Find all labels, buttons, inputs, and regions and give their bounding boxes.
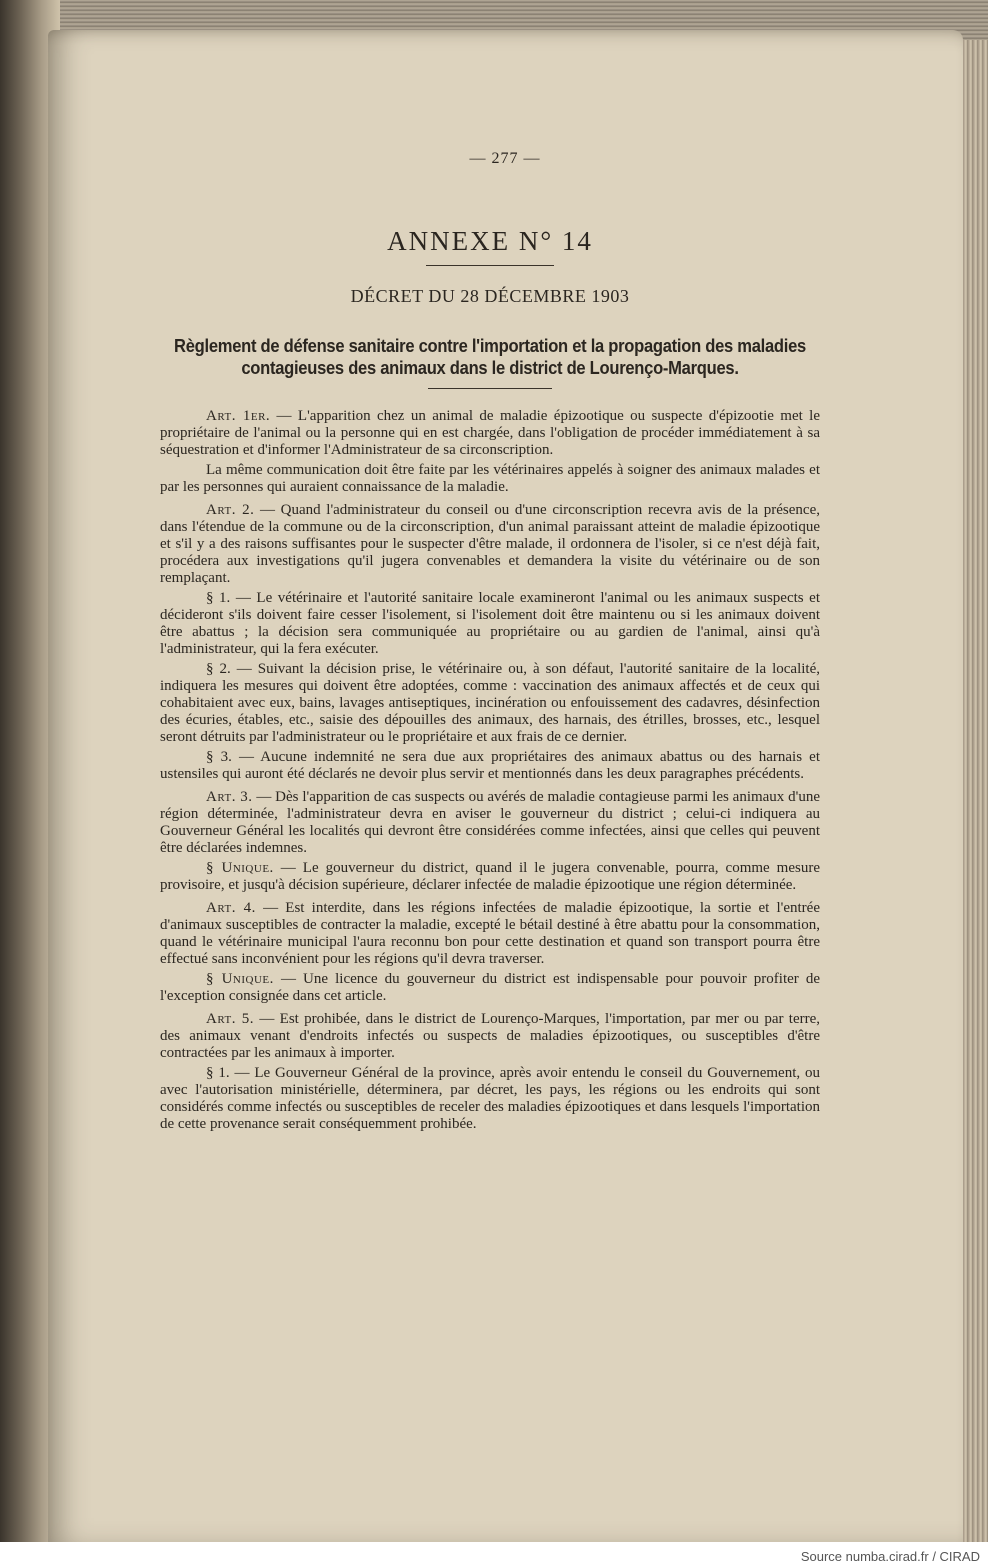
article-label: Art. 4. bbox=[206, 900, 256, 916]
decree-body bbox=[160, 408, 820, 1133]
regulation-title: Règlement de défense sanitaire contre l'importation et la propagation des maladies contagieuses des animaux dans le district de Lourenço-Marques. bbox=[174, 336, 806, 378]
article-label: Art. 3. bbox=[206, 789, 253, 805]
paragraph-text: — L'apparition chez un animal de maladie épizootique ou suspecte d'épizootie met le propriétaire de l'animal ou la personne qui en est chargée, dans l'obligation de procéder immédiatement à sa séquestration et d'informer l'Administrateur de sa circonscription. bbox=[160, 408, 820, 458]
article-label: Art. 2. bbox=[206, 502, 255, 518]
article-label: Art. 1er. bbox=[206, 408, 271, 424]
paragraph-text: — Une licence du gouverneur du district est indispensable pour pouvoir profiter de l'exception consignée dans cet article. bbox=[160, 971, 821, 1004]
article-label: § Unique. bbox=[206, 971, 274, 987]
source-credit: Source numba.cirad.fr / CIRAD bbox=[800, 1549, 980, 1564]
paragraph-art-2-s2 bbox=[160, 661, 820, 746]
title-divider bbox=[426, 265, 554, 266]
article-label: § Unique. bbox=[206, 860, 274, 876]
paragraph-art-4-unique bbox=[160, 971, 820, 1005]
paragraph-art-3-unique bbox=[160, 860, 820, 894]
paragraph-art-5 bbox=[160, 1011, 820, 1062]
paragraph-text: — Est prohibée, dans le district de Lourenço-Marques, l'importation, par mer ou par terre, des animaux venant d'endroits infectés ou suspects de maladies épizootiques, ou susceptibles d'être contractées par les animaux à importer. bbox=[160, 1011, 821, 1061]
paragraph-text: — Quand l'administrateur du conseil ou d'une circonscription recevra avis de la présence, dans l'étendue de la commune ou de la circonscription, d'un animal paraissant atteint de maladie épizootique et s'il y a des raisons suffisantes pour le suspecter d'être malade, il ordonnera de l'isoler, si ce n'est déjà fait, procédera aux investigations qu'il jugera convenables et demandera la visite du vétérinaire ou de son remplaçant. bbox=[160, 502, 820, 586]
paragraph-text: — Est interdite, dans les régions infectées de maladie épizootique, la sortie et l'entrée d'animaux susceptibles de contracter la maladie, excepté le bétail destiné à être abattu pour la consommation, quand le vétérinaire municipal l'aura reconnu bon pour cette destination et quand son transport pourra être effectué sans inconvénient pour les régions qu'il devra traverser. bbox=[160, 900, 820, 967]
annexe-title: ANNEXE N° 14 bbox=[387, 226, 593, 256]
paragraph-text: § 2. — Suivant la décision prise, le vétérinaire ou, à son défaut, l'autorité sanitaire de la localité, indiquera les mesures qui doivent être adoptées, comme : vaccination des animaux affectés et de ceux qui cohabitaient avec eux, bains, lavages antiseptiques, incinération ou enfouissement des cadavres, désinfection des écuries, étables, etc., saisie des dépouilles des animaux, des harnais, des étrilles, brosses, etc., lesquel seront détruits par l'administrateur ou le propriétaire et aux frais de ce dernier. bbox=[160, 661, 820, 745]
paragraph-text: § 1. — Le Gouverneur Général de la province, après avoir entendu le conseil du Gouvernement, ou avec l'autorisation ministérielle, déterminera, par décret, les pays, les régions ou les endroits qui sont considérés comme infectés ou susceptibles de receler des maladies épizootiques et dans lesquels l'importation de cette provenance serait conséquemment prohibée. bbox=[160, 1065, 820, 1132]
page-number: — 277 — bbox=[469, 150, 541, 167]
paragraph-text: § 3. — Aucune indemnité ne sera due aux propriétaires des animaux abattus ou des harnais et ustensiles qui auront été déclarés ne devoir plus servir et mentionnés dans les deux paragraphes précédents. bbox=[160, 749, 820, 782]
paragraph-art-1-continued bbox=[160, 462, 820, 496]
paragraph-art-4 bbox=[160, 900, 820, 968]
paragraph-art-1 bbox=[160, 408, 820, 459]
paragraph-text: § 1. — Le vétérinaire et l'autorité sanitaire locale examineront l'animal ou les animaux suspects et décideront s'ils doivent faire cesser l'isolement, si l'isolement doit être maintenu ou si les animaux doivent être abattus ; la décision sera communiquée au propriétaire ou au gardien de l'animal, ainsi qu'à l'administrateur, qui la fera exécuter. bbox=[160, 590, 820, 657]
paragraph-art-2-s3 bbox=[160, 749, 820, 783]
page-content bbox=[160, 150, 820, 1136]
paragraph-text: La même communication doit être faite par les vétérinaires appelés à soigner des animaux malades et par les personnes qui auraient connaissance de la maladie. bbox=[160, 462, 820, 495]
paragraph-art-3 bbox=[160, 789, 820, 857]
decree-title: DÉCRET DU 28 DÉCEMBRE 1903 bbox=[350, 286, 630, 306]
paragraph-text: — Le gouverneur du district, quand il le jugera convenable, pourra, comme mesure provisoire, et jusqu'à décision supérieure, déclarer infectée de maladie épizootique une région déterminée. bbox=[160, 860, 820, 893]
paragraph-art-5-s1 bbox=[160, 1065, 820, 1133]
paragraph-text: — Dès l'apparition de cas suspects ou avérés de maladie contagieuse parmi les animaux d'une région déterminée, l'administrateur devra en aviser le gouverneur du district ; celui-ci indiquera au Gouverneur Général les localités qui devront être considérées comme infectées, ainsi que celles qui peuvent être déclarées indemnes. bbox=[160, 789, 820, 856]
section-divider bbox=[428, 388, 552, 389]
paragraph-art-2 bbox=[160, 502, 820, 587]
article-label: Art. 5. bbox=[206, 1011, 255, 1027]
paragraph-art-2-s1 bbox=[160, 590, 820, 658]
